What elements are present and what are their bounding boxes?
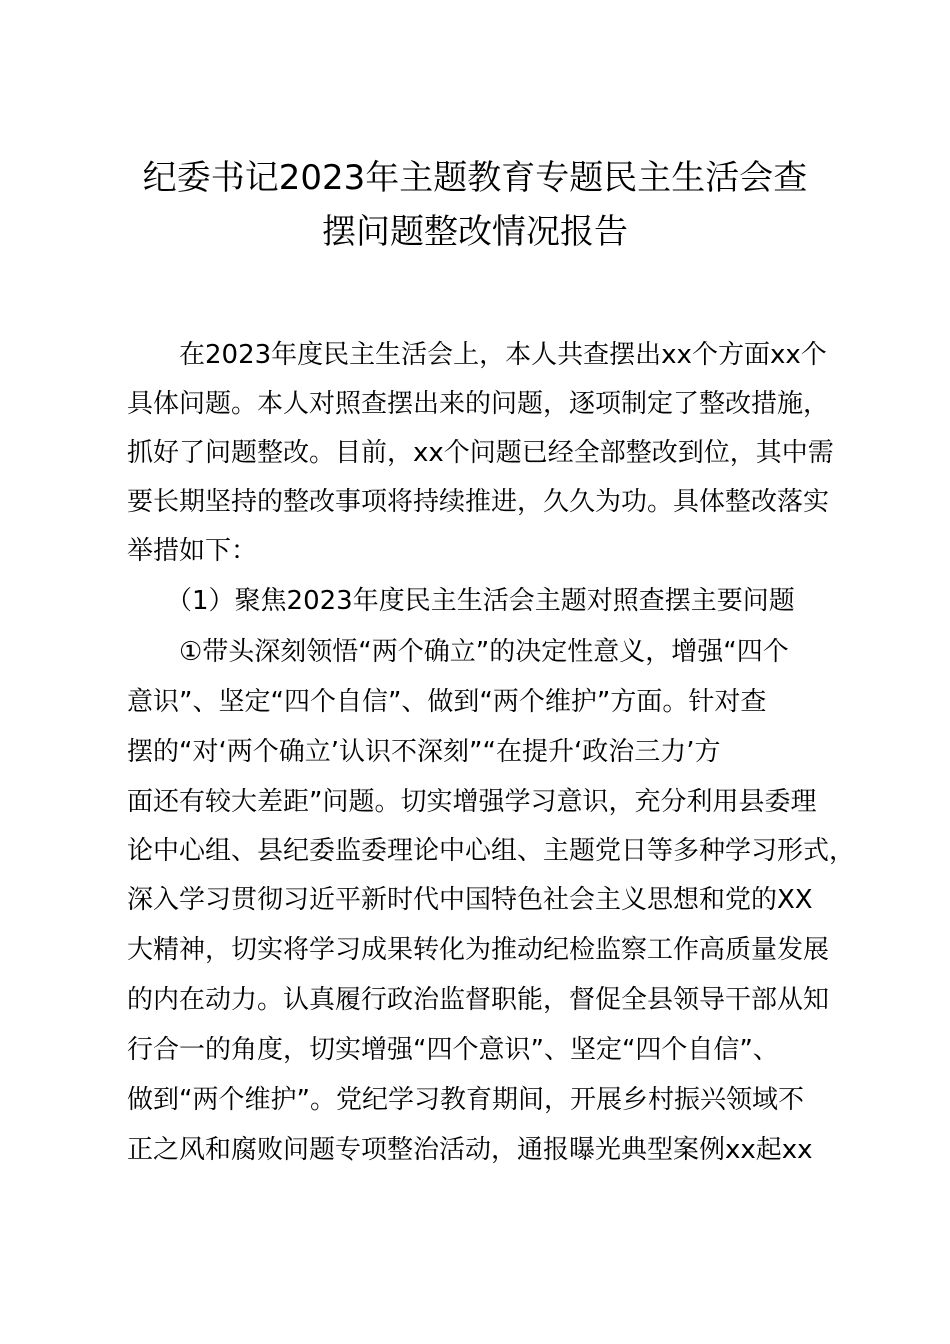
- paragraph-line-12: 深入学习贯彻习近平新时代中国特色社会主义思想和党的XX: [127, 885, 813, 915]
- paragraph-line-4: 要长期坚持的整改事项将持续推进，久久为功。具体整改落实: [127, 487, 830, 517]
- paragraph-line-16: 做到“两个维护”。党纪学习教育期间，开展乡村振兴领域不: [127, 1085, 804, 1115]
- paragraph-line-17: 正之风和腐败问题专项整治活动，通报曝光典型案例xx起xx: [127, 1135, 813, 1165]
- paragraph-line-1: 在2023年度民主生活会上，本人共查摆出xx个方面xx个: [127, 340, 827, 370]
- paragraph-line-7: ①带头深刻领悟“两个确立”的决定性意义，增强“四个: [127, 637, 789, 667]
- paragraph-line-11: 论中心组、县纪委监委理论中心组、主题党日等多种学习形式，: [127, 836, 856, 866]
- paragraph-line-9: 摆的“对‘两个确立’认识不深刻”“在提升‘政治三力’方: [127, 737, 721, 767]
- section-heading-1: （1）聚焦2023年度民主生活会主题对照查摆主要问题: [127, 586, 795, 616]
- paragraph-line-8: 意识”、坚定“四个自信”、做到“两个维护”方面。针对查: [127, 687, 767, 717]
- paragraph-line-13: 大精神，切实将学习成果转化为推动纪检监察工作高质量发展: [127, 935, 830, 965]
- document-title-line-2: 摆问题整改情况报告: [322, 212, 628, 252]
- paragraph-line-5: 举措如下：: [127, 536, 258, 566]
- document-title-line-1: 纪委书记2023年主题教育专题民主生活会查: [142, 158, 808, 198]
- paragraph-line-10: 面还有较大差距”问题。切实增强学习意识，充分利用县委理: [127, 787, 817, 817]
- paragraph-line-15: 行合一的角度，切实增强“四个意识”、坚定“四个自信”、: [127, 1035, 779, 1065]
- paragraph-line-3: 抓好了问题整改。目前，xx个问题已经全部整改到位，其中需: [127, 438, 834, 468]
- paragraph-line-14: 的内在动力。认真履行政治监督职能，督促全县领导干部从知: [127, 985, 830, 1015]
- paragraph-line-2: 具体问题。本人对照查摆出来的问题，逐项制定了整改措施，: [127, 389, 830, 419]
